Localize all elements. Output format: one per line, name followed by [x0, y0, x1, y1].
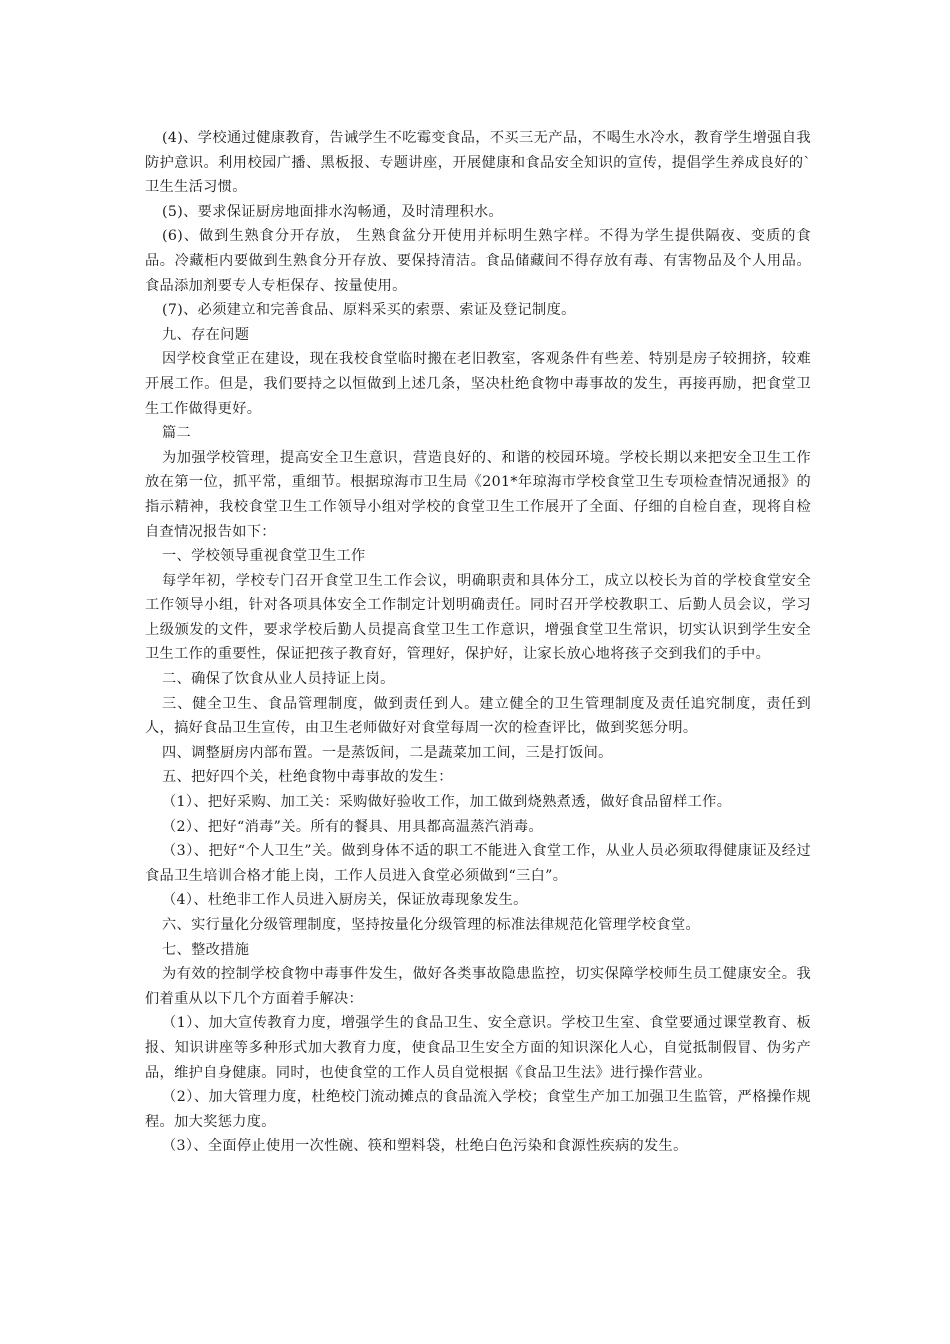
section-heading-existing-problems: 九、存在问题: [162, 326, 250, 343]
paragraph-introduction: 为加强学校管理，提高安全卫生意识，营造良好的、和谐的校园环境。学校长期以来把安全卫生工作放在第一位，抓平常，重细节。根据琼海市卫生局《201*年琼海市学校食堂卫生专项检查情况通报》的指示精神，我校食堂卫生工作领导小组对学校的食堂卫生工作展开了全面、仔细的自检自查，现将自检自查情况报告如下：: [145, 449, 811, 540]
paragraph-measure-publicity: （1）、加大宣传教育力度，增强学生的食品卫生、安全意识。学校卫生室、食堂要通过课堂教育、板报、知识讲座等多种形式加大教育力度，使食品卫生安全方面的知识深化人心，自觉抵制假冒、伪劣产品，维护自身健康。同时，也使食堂的工作人员自觉根据《食品卫生法》进行操作营业。: [145, 1015, 811, 1081]
paragraph-rectification-intro: 为有效的控制学校食物中毒事件发生，做好各类事故隐患监控，切实保障学校师生员工健康安全。我们着重从以下几个方面着手解决：: [145, 966, 811, 1007]
paragraph-check-personal-hygiene: （3）、把好“个人卫生”关。做到身体不适的职工不能进入食堂工作，从业人员必须取得健康证及经过食品卫生培训合格才能上岗，工作人员进入食堂必须做到“三白”。: [145, 843, 811, 884]
section-heading-kitchen-layout: 四、调整厨房内部布置。一是蒸饭间，二是蔬菜加工间，三是打饭间。: [162, 744, 613, 761]
section-heading-graded-management: 六、实行量化分级管理制度，坚持按量化分级管理的标准法律规范化管理学校食堂。: [162, 917, 700, 933]
section-heading-certification: 二、确保了饮食从业人员持证上岗。: [162, 671, 395, 688]
paragraph-leadership: 每学年初，学校专门召开食堂卫生工作会议，明确职责和具体分工，成立以校长为首的学校食堂安全工作领导小组，针对各项具体安全工作制定计划明确责任。同时召开学校教职工、后勤人员会议，学习上级颁发的文件，要求学校后勤人员提高食堂卫生工作意识，增强食堂卫生常识，切实认识到学生安全卫生工作的重要性，保证把孩子教育好，管理好，保护好，让家长放心地将孩子交到我们的手中。: [145, 572, 811, 663]
paragraph-check-procurement: （1）、把好采购、加工关：采购做好验收工作，加工做到烧熟煮透，做好食品留样工作。: [162, 794, 732, 811]
paragraph-measure-management: （2）、加大管理力度，杜绝校门流动摊点的食品流入学校；食堂生产加工加强卫生监管，严格操作规程。加大奖惩力度。: [145, 1089, 811, 1130]
paragraph-existing-problems: 因学校食堂正在建设，现在我校食堂临时搬在老旧教室，客观条件有些差、特别是房子较拥挤，较难开展工作。但是，我们要持之以恒做到上述几条，坚决杜绝食物中毒事故的发生，再接再励，把食堂卫生工作做得更好。: [145, 351, 811, 417]
paragraph-item-5-drainage: (5)、要求保证厨房地面排水沟畅通，及时清理积水。: [162, 203, 503, 220]
part-heading-two: 篇二: [162, 425, 192, 442]
section-heading-management-system: 三、健全卫生、食品管理制度，做到责任到人。建立健全的卫生管理制度及责任追究制度，责任到人，搞好食品卫生宣传，由卫生老师做好对食堂每周一次的检查评比，做到奖惩分明。: [145, 695, 811, 737]
section-heading-four-checks: 五、把好四个关，杜绝食物中毒事故的发生：: [162, 769, 453, 786]
paragraph-check-disinfection: （2）、把好“消毒”关。所有的餐具、用具都高温蒸汽消毒。: [162, 818, 543, 835]
paragraph-item-7-procurement-records: (7)、必须建立和完善食品、原料采买的索票、索证及登记制度。: [162, 302, 576, 319]
paragraph-item-6-food-storage: (6)、做到生熟食分开存放， 生熟食盆分开使用并标明生熟字样。不得为学生提供隔夜、变质的食品。冷藏柜内要做到生熟食分开存放、要保持清洁。食品储藏间不得存放有毒、有害物品及个人用品。食品添加剂要专人专柜保存、按量使用。: [145, 228, 811, 294]
paragraph-check-access: （4）、杜绝非工作人员进入厨房关，保证放毒现象发生。: [162, 892, 528, 909]
document-body: [145, 126, 811, 1159]
section-heading-leadership: 一、学校领导重视食堂卫生工作: [162, 548, 366, 565]
paragraph-measure-disposables: （3）、全面停止使用一次性碗、筷和塑料袋，杜绝白色污染和食源性疾病的发生。: [162, 1138, 688, 1155]
section-heading-rectification: 七、整改措施: [162, 941, 250, 958]
paragraph-item-4-health-education: (4)、学校通过健康教育，告诫学生不吃霉变食品，不买三无产品，不喝生水冷水，教育学生增强自我防护意识。利用校园广播、黑板报、专题讲座，开展健康和食品安全知识的宣传，提倡学生养成良好的`卫生生活习惯。: [145, 130, 811, 196]
